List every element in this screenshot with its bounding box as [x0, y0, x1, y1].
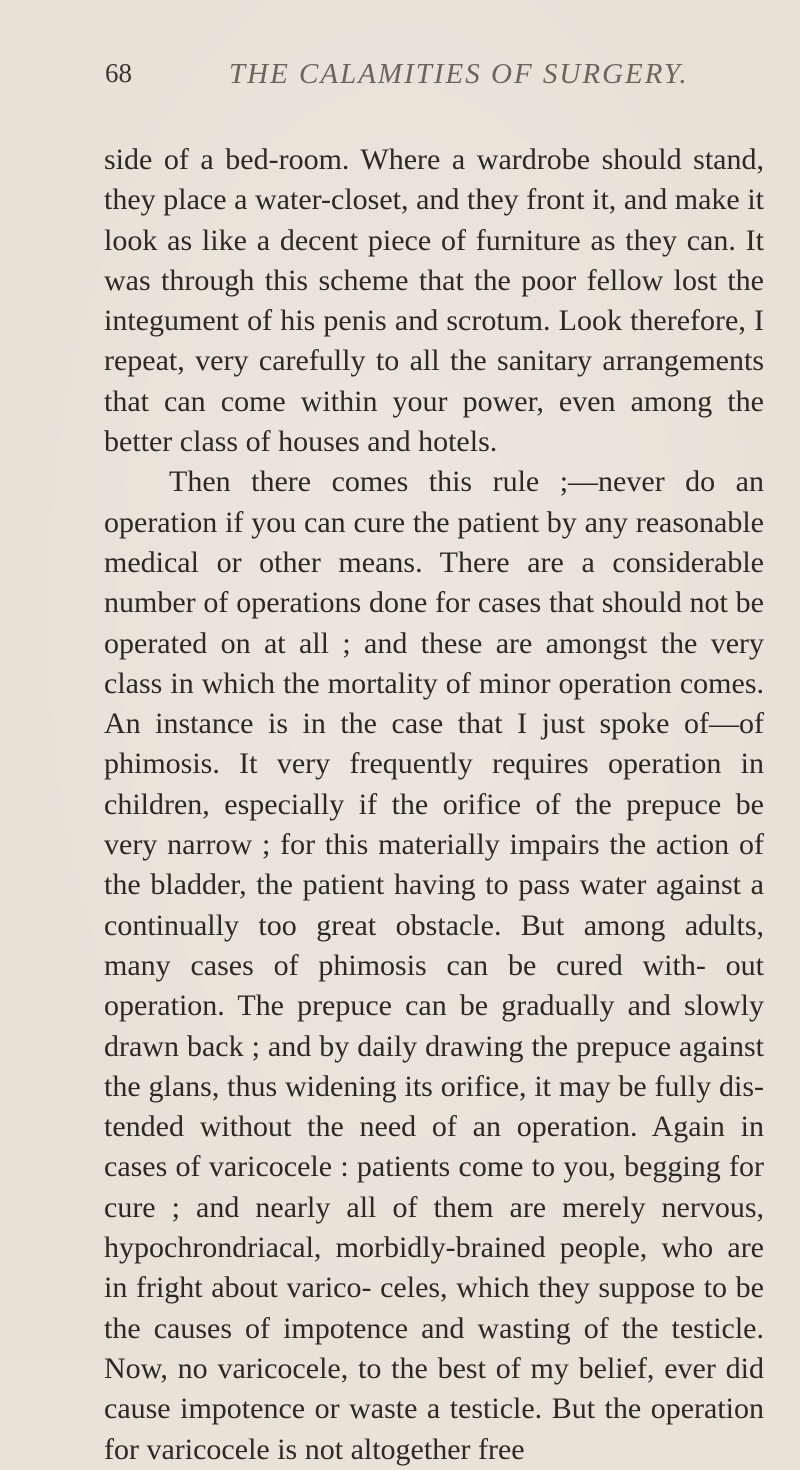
- paragraph-continued: side of a bed-room. Where a wardrobe should stand, they place a water-closet, and they front it, and make it look as like a decent piece of furniture as they can. It was through this scheme that the poor fellow lost the integument of his penis and scrotum. Look therefore, I repeat, very carefully to all the sanitary arrangements that can come within your power, even among the better class of houses and hotels.: [104, 143, 764, 459]
- paragraph: Then there comes this rule ;—never do an operation if you can cure the patient by any reasonable medical or other means. There are a considerable number of operations done for cases that should not be operated on at all ; and these are amongst the very class in which the mortality of minor operation comes. An instance is in the case that I just spoke of—of phimosis. It very frequently requires operation in children, especially if the orifice of the prepuce be very narrow ; for this materially impairs the action of the bladder, the patient having to pass water against a continually too great obstacle. But among adults, many cases of phimosis can be cured with- out operation. The prepuce can be gradually and slowly drawn back ; and by daily drawing the prepuce against the glans, thus widening its orifice, it may be fully dis- tended without the need of an operation. Again in cases of varicocele : patients come to you, begging for cure ; and nearly all of them are merely nervous, hypochrondriacal, morbidly-brained people, who are in fright about varico- celes, which they suppose to be the causes of impotence and wasting of the testicle. Now, no varicocele, to the best of my belief, ever did cause impotence or waste a testicle. But the operation for varicocele is not altogether free: [104, 465, 764, 1466]
- page-header: [105, 58, 745, 98]
- body-text: [104, 140, 764, 1470]
- running-head: THE CALAMITIES OF SURGERY.: [229, 58, 689, 90]
- page-number: 68: [105, 58, 132, 88]
